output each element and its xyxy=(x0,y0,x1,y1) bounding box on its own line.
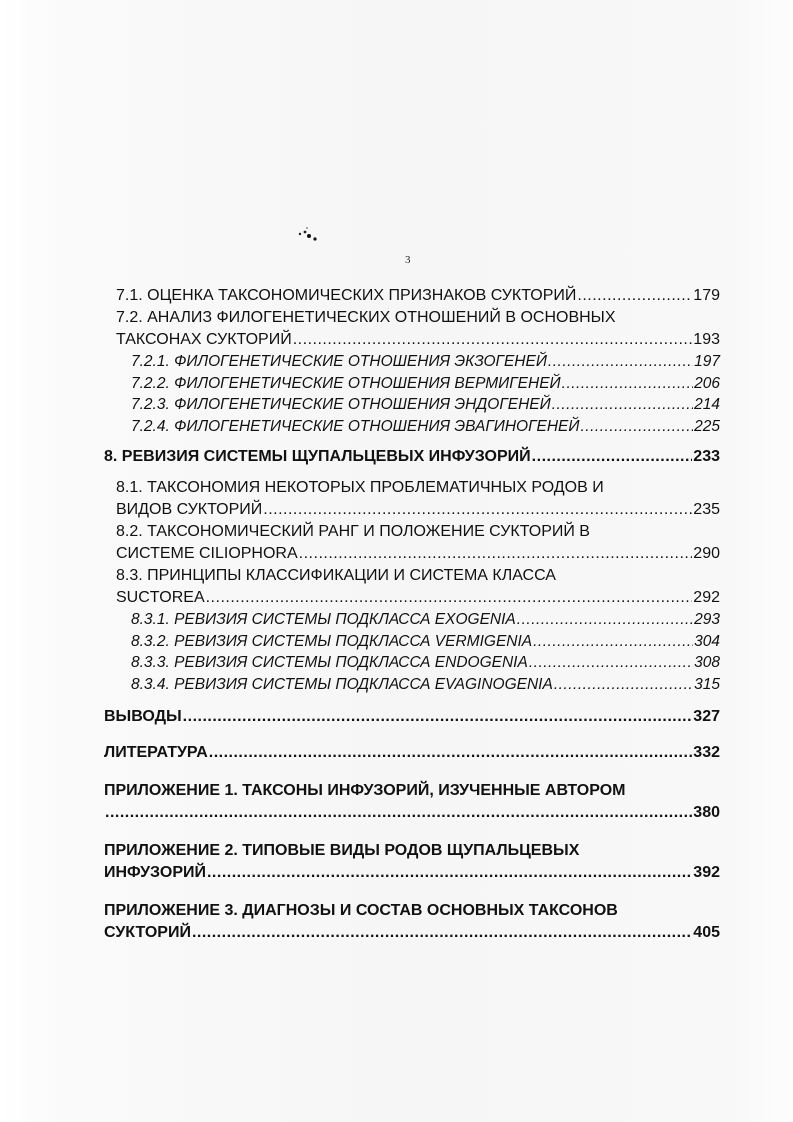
toc-entry-8-3[interactable] xyxy=(104,565,720,609)
toc-entry-8-3-3[interactable] xyxy=(104,652,720,674)
toc-entry-7-2-1[interactable] xyxy=(104,351,720,373)
dot-leader xyxy=(183,706,693,728)
toc-entry-title: 8.3.1. РЕВИЗИЯ СИСТЕМЫ ПОДКЛАССА EXOGENIA xyxy=(131,611,516,628)
toc-entry-7-2-4[interactable] xyxy=(104,416,720,438)
scan-specks-icon xyxy=(296,226,336,246)
toc-entry-title: ИНФУЗОРИЙ xyxy=(104,864,206,881)
toc-conclusions[interactable] xyxy=(104,706,720,728)
toc-entry-8-2[interactable] xyxy=(104,521,720,565)
dot-leader xyxy=(532,446,693,468)
toc-entry-title: SUCTOREA xyxy=(116,589,205,606)
toc-appendix-1[interactable] xyxy=(104,780,720,824)
dot-leader xyxy=(529,652,693,674)
toc-entry-page: 327 xyxy=(693,708,720,725)
toc-entry-title: 8.3.4. РЕВИЗИЯ СИСТЕМЫ ПОДКЛАССА EVAGINOGENIA xyxy=(131,675,553,693)
toc-chapter-8[interactable] xyxy=(104,446,720,468)
toc-entry-title-line1: ПРИЛОЖЕНИЕ 2. ТИПОВЫЕ ВИДЫ РОДОВ ЩУПАЛЬЦЕВЫХ xyxy=(104,842,580,859)
toc-entry-title-line1: ПРИЛОЖЕНИЕ 1. ТАКСОНЫ ИНФУЗОРИЙ, ИЗУЧЕННЫЕ АВТОРОМ xyxy=(104,782,626,799)
toc-entry-title: 7.2.2. ФИЛОГЕНЕТИЧЕСКИЕ ОТНОШЕНИЯ ВЕРМИГЕНЕЙ xyxy=(131,374,561,392)
dot-leader xyxy=(552,394,693,416)
toc-entry-title-line1: ПРИЛОЖЕНИЕ 3. ДИАГНОЗЫ И СОСТАВ ОСНОВНЫХ ТАКСОНОВ xyxy=(104,902,618,919)
toc-entry-7-2-2[interactable] xyxy=(104,373,720,395)
toc-entry-title-line1: 8.3. ПРИНЦИПЫ КЛАССИФИКАЦИИ И СИСТЕМА КЛАССА xyxy=(116,567,556,584)
dot-leader xyxy=(299,543,693,565)
toc-entry-title: 7.2.3. ФИЛОГЕНЕТИЧЕСКИЕ ОТНОШЕНИЯ ЭНДОГЕНЕЙ xyxy=(131,396,551,413)
toc-entry-page: 225 xyxy=(694,417,720,435)
toc-entry-page: 293 xyxy=(694,611,720,628)
toc-entry-title: 8.3.3. РЕВИЗИЯ СИСТЕМЫ ПОДКЛАССА ENDOGENIA xyxy=(131,654,528,671)
toc-appendix-2[interactable] xyxy=(104,840,720,884)
toc-entry-page: 179 xyxy=(693,287,720,304)
toc-entry-7-2-3[interactable] xyxy=(104,394,720,416)
toc-entry-title-line1: 7.2. АНАЛИЗ ФИЛОГЕНЕТИЧЕСКИХ ОТНОШЕНИЙ В ОСНОВНЫХ xyxy=(116,309,616,326)
toc-entry-page: 214 xyxy=(694,396,720,413)
toc-entry-page: 315 xyxy=(694,675,720,693)
dot-leader xyxy=(577,285,692,307)
toc-appendix-3[interactable] xyxy=(104,900,720,944)
toc-entry-title: 7.1. ОЦЕНКА ТАКСОНОМИЧЕСКИХ ПРИЗНАКОВ СУКТОРИЙ xyxy=(116,287,577,304)
dot-leader xyxy=(293,329,693,351)
toc-entry-title: ЛИТЕРАТУРА xyxy=(104,744,208,761)
toc-entry-8-3-4[interactable] xyxy=(104,674,720,696)
toc-entry-title: ВЫВОДЫ xyxy=(104,708,182,725)
toc-entry-title: 7.2.4. ФИЛОГЕНЕТИЧЕСКИЕ ОТНОШЕНИЯ ЭВАГИНОГЕНЕЙ xyxy=(131,417,580,435)
toc-entry-page: 290 xyxy=(693,545,720,562)
toc-entry-8-3-1[interactable] xyxy=(104,609,720,631)
toc-entry-7-2[interactable] xyxy=(104,307,720,351)
toc-entry-title: СУКТОРИЙ xyxy=(104,924,191,941)
toc-entry-page: 235 xyxy=(693,501,720,518)
table-of-contents xyxy=(104,285,720,944)
dot-leader xyxy=(533,631,693,653)
toc-entry-title: 8. РЕВИЗИЯ СИСТЕМЫ ЩУПАЛЬЦЕВЫХ ИНФУЗОРИЙ xyxy=(104,448,531,465)
toc-entry-title-line1: 8.1. ТАКСОНОМИЯ НЕКОТОРЫХ ПРОБЛЕМАТИЧНЫХ РОДОВ И xyxy=(116,479,604,496)
dot-leader xyxy=(580,416,693,438)
toc-entry-page: 193 xyxy=(693,331,720,348)
dot-leader xyxy=(517,609,693,631)
page-number: 3 xyxy=(405,254,411,266)
dot-leader xyxy=(263,499,692,521)
dot-leader xyxy=(209,742,693,764)
toc-entry-page: 206 xyxy=(694,374,720,392)
toc-literature[interactable] xyxy=(104,742,720,764)
toc-entry-page: 292 xyxy=(693,589,720,606)
toc-entry-page: 308 xyxy=(694,654,720,671)
toc-entry-page: 392 xyxy=(693,864,720,881)
toc-entry-8-3-2[interactable] xyxy=(104,631,720,653)
toc-entry-title: 7.2.1. ФИЛОГЕНЕТИЧЕСКИЕ ОТНОШЕНИЯ ЭКЗОГЕНЕЙ xyxy=(131,353,547,370)
dot-leader xyxy=(562,373,693,395)
dot-leader xyxy=(192,922,692,944)
toc-entry-page: 380 xyxy=(693,804,720,821)
toc-entry-8-1[interactable] xyxy=(104,477,720,521)
toc-entry-title: ТАКСОНАХ СУКТОРИЙ xyxy=(116,331,292,348)
toc-entry-title: 8.3.2. РЕВИЗИЯ СИСТЕМЫ ПОДКЛАССА VERMIGENIA xyxy=(131,632,533,650)
toc-entry-page: 304 xyxy=(694,632,720,650)
toc-entry-title-line1: 8.2. ТАКСОНОМИЧЕСКИЙ РАНГ И ПОЛОЖЕНИЕ СУКТОРИЙ В xyxy=(116,523,590,540)
dot-leader xyxy=(207,862,692,884)
dot-leader xyxy=(554,674,693,696)
dot-leader xyxy=(206,587,693,609)
toc-entry-page: 405 xyxy=(693,924,720,941)
toc-entry-title: ВИДОВ СУКТОРИЙ xyxy=(116,501,263,518)
toc-entry-7-1[interactable] xyxy=(104,285,720,307)
toc-entry-page: 197 xyxy=(694,353,720,370)
dot-leader xyxy=(105,802,692,824)
toc-entry-page: 233 xyxy=(693,448,720,465)
toc-entry-page: 332 xyxy=(693,744,720,761)
toc-entry-title: СИСТЕМЕ CILIOPHORA xyxy=(116,545,298,562)
dot-leader xyxy=(548,351,693,373)
